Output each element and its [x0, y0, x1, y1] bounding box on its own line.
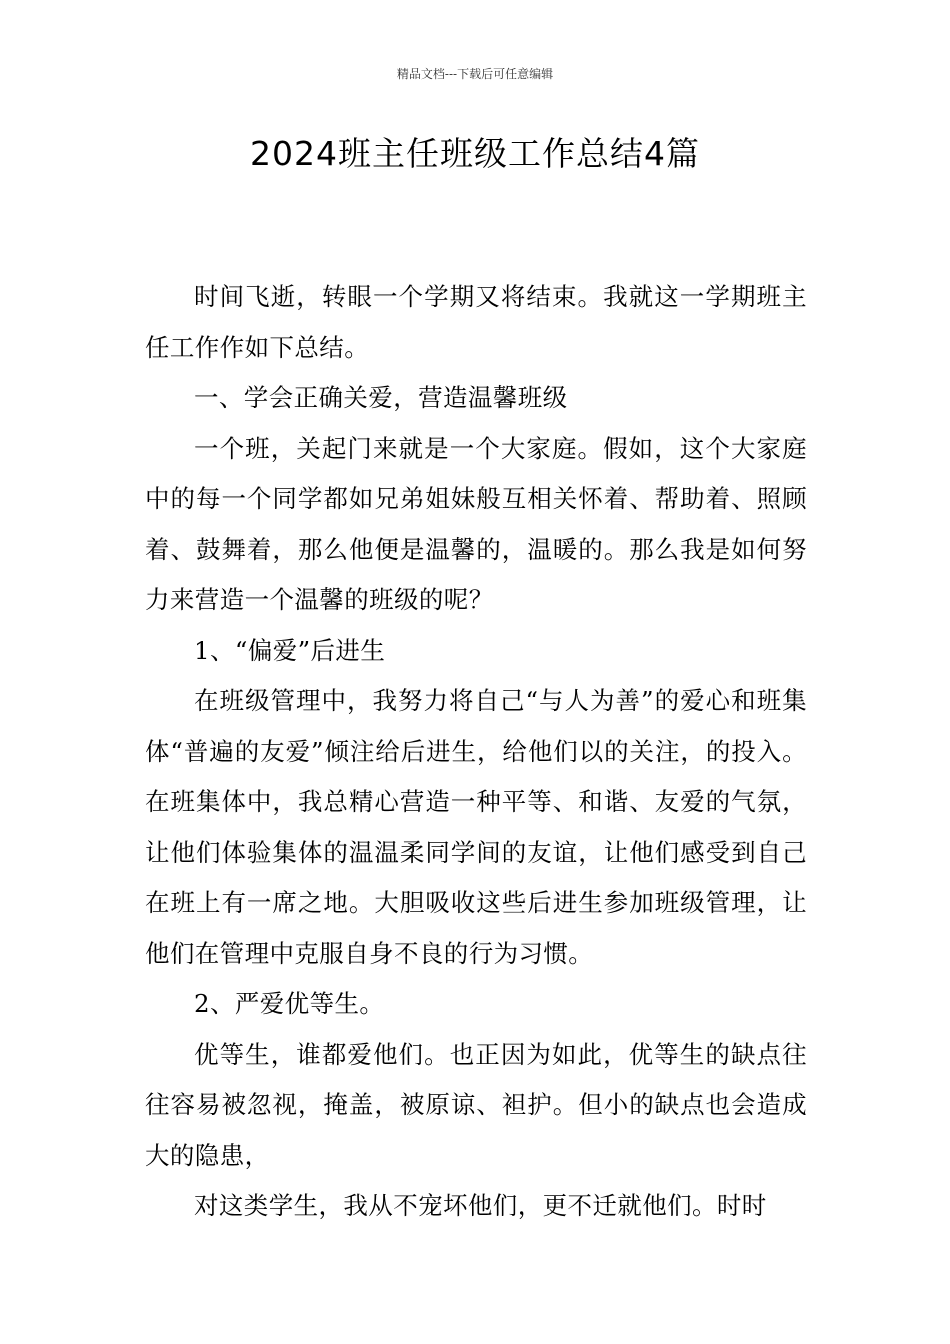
document-title: 2024班主任班级工作总结4篇: [250, 134, 700, 173]
paragraph: 在班级管理中，我努力将自己“与人为善”的爱心和班集体“普遍的友爱”倾注给后进生，给他们以的关注，的投入。在班集体中，我总精心营造一种平等、和谐、友爱的气氛，让他们体验集体的温温柔同学间的友谊，让他们感受到自己在班上有一席之地。大胆吸收这些后进生参加班级管理，让他们在管理中克服自身不良的行为习惯。: [145, 686, 807, 968]
paragraph: 对这类学生，我从不宠坏他们，更不迁就他们。时时: [194, 1191, 767, 1220]
document-body: [145, 272, 807, 1232]
paragraph: 优等生，谁都爱他们。也正因为如此，优等生的缺点往往容易被忽视，掩盖，被原谅、袒护。但小的缺点也会造成大的隐患，: [145, 1039, 807, 1170]
header-note: 精品文档---下载后可任意编辑: [396, 67, 554, 81]
subsection-heading: 1、“偏爱”后进生: [194, 635, 386, 665]
subsection-heading: 2、严爱优等生。: [194, 989, 385, 1018]
paragraph: 时间飞逝，转眼一个学期又将结束。我就这一学期班主任工作作如下总结。: [145, 282, 807, 362]
paragraph: 一个班，关起门来就是一个大家庭。假如，这个大家庭中的每一个同学都如兄弟姐妹般互相关怀着、帮助着、照顾着、鼓舞着，那么他便是温馨的，温暖的。那么我是如何努力来营造一个温馨的班级的呢？: [145, 433, 807, 614]
section-heading: 一、学会正确关爱，营造温馨班级: [194, 383, 568, 412]
